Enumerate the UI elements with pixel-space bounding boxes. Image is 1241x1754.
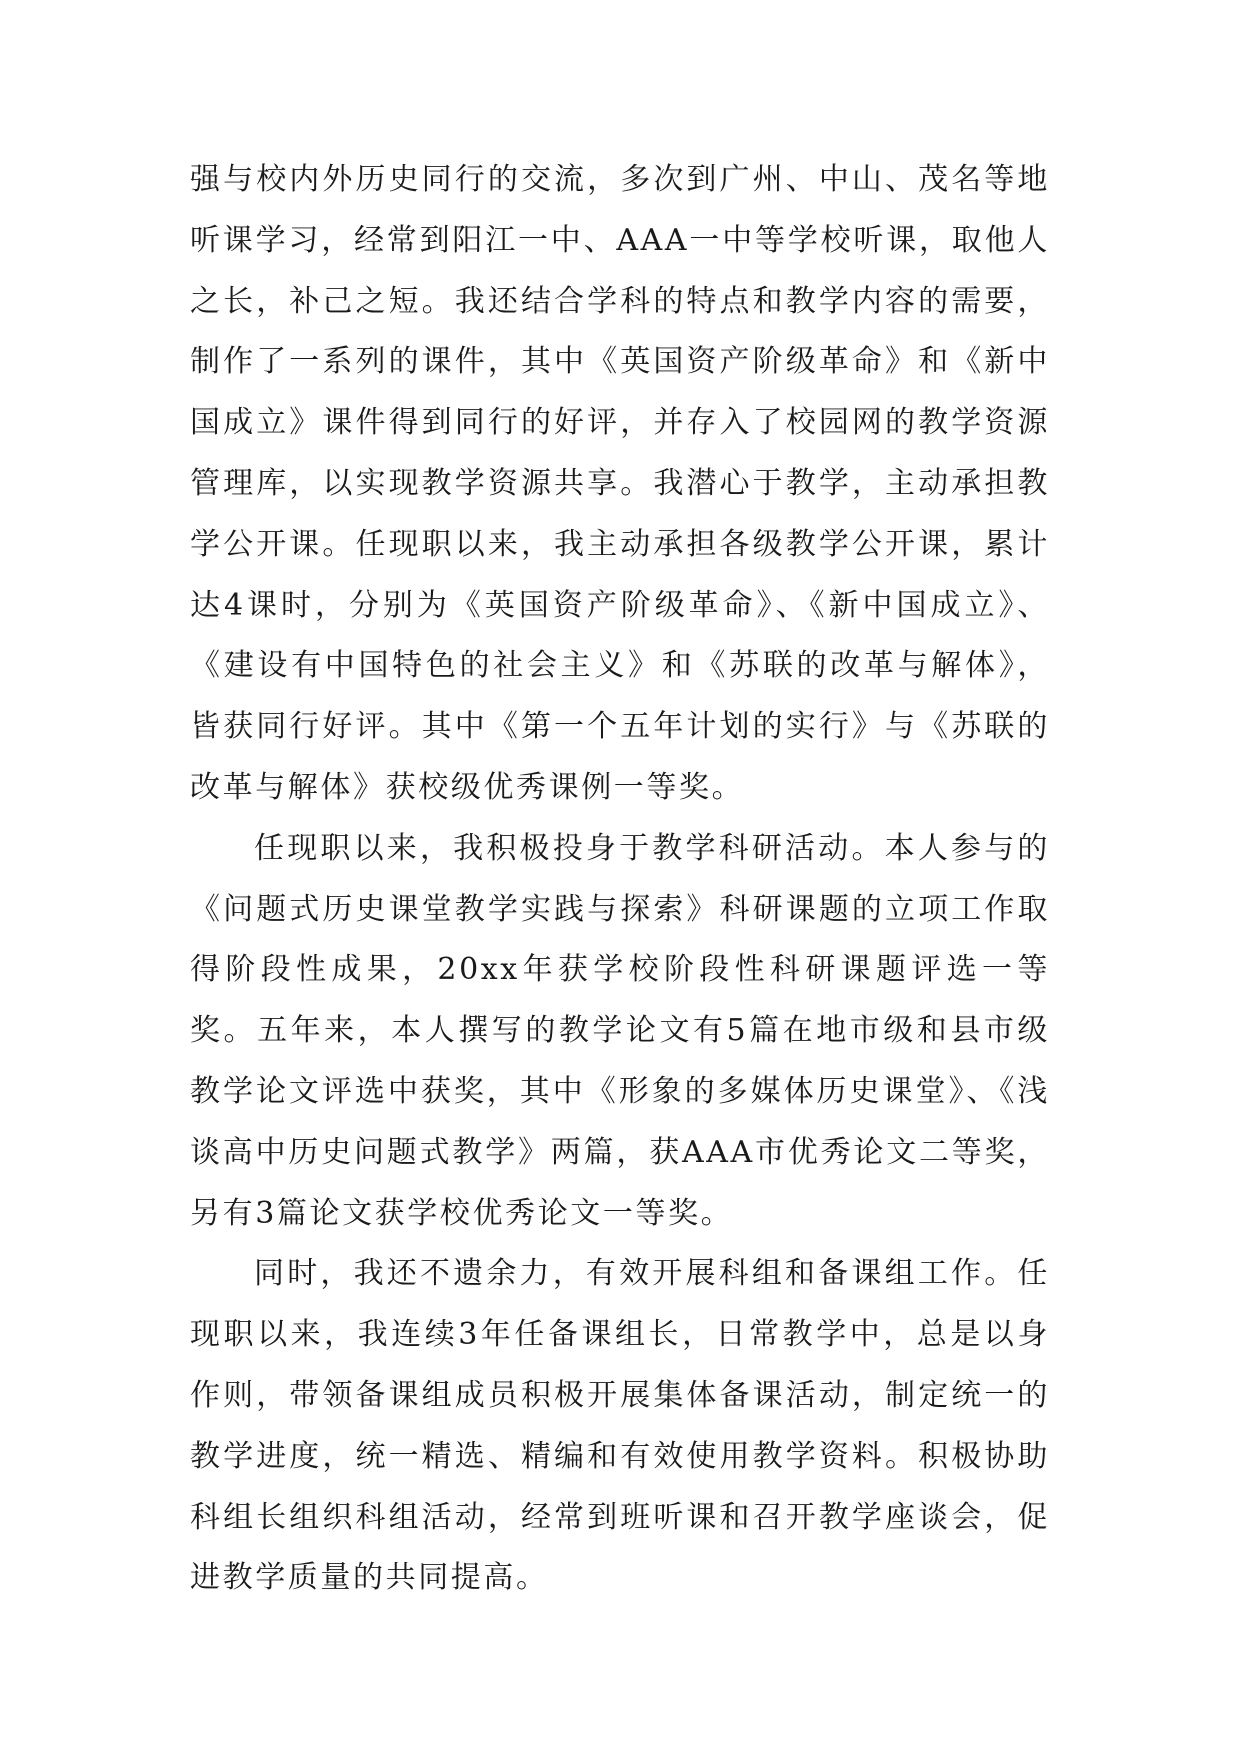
paragraph-group-work: 同时，我还不遗余力，有效开展科组和备课组工作。任现职以来，我连续3年任备课组长，日常教学中，总是以身作则，带领备课组成员积极开展集体备课活动，制定统一的教学进度，统一精选、精编和有效使用教学资料。积极协助科组长组织科组活动，经常到班听课和召开教学座谈会，促进教学质量的共同提高。 xyxy=(190,1256,1050,1596)
paragraph-research: 任现职以来，我积极投身于教学科研活动。本人参与的《问题式历史课堂教学实践与探索》科研课题的立项工作取得阶段性成果，20xx年获学校阶段性科研课题评选一等奖。五年来，本人撰写的教学论文有5篇在地市级和县市级教学论文评选中获奖，其中《形象的多媒体历史课堂》、《浅谈高中历史问题式教学》两篇，获AAA市优秀论文二等奖，另有3篇论文获学校优秀论文一等奖。 xyxy=(190,830,1050,1231)
paragraph-continued: 强与校内外历史同行的交流，多次到广州、中山、茂名等地听课学习，经常到阳江一中、AAA一中等学校听课，取他人之长，补己之短。我还结合学科的特点和教学内容的需要，制作了一系列的课件，其中《英国资产阶级革命》和《新中国成立》课件得到同行的好评，并存入了校园网的教学资源管理库，以实现教学资源共享。我潜心于教学，主动承担教学公开课。任现职以来，我主动承担各级教学公开课，累计达4课时，分别为《英国资产阶级革命》、《新中国成立》、《建设有中国特色的社会主义》和《苏联的改革与解体》，皆获同行好评。其中《第一个五年计划的实行》与《苏联的改革与解体》获校级优秀课例一等奖。 xyxy=(190,162,1050,805)
document-body xyxy=(190,150,1050,1609)
